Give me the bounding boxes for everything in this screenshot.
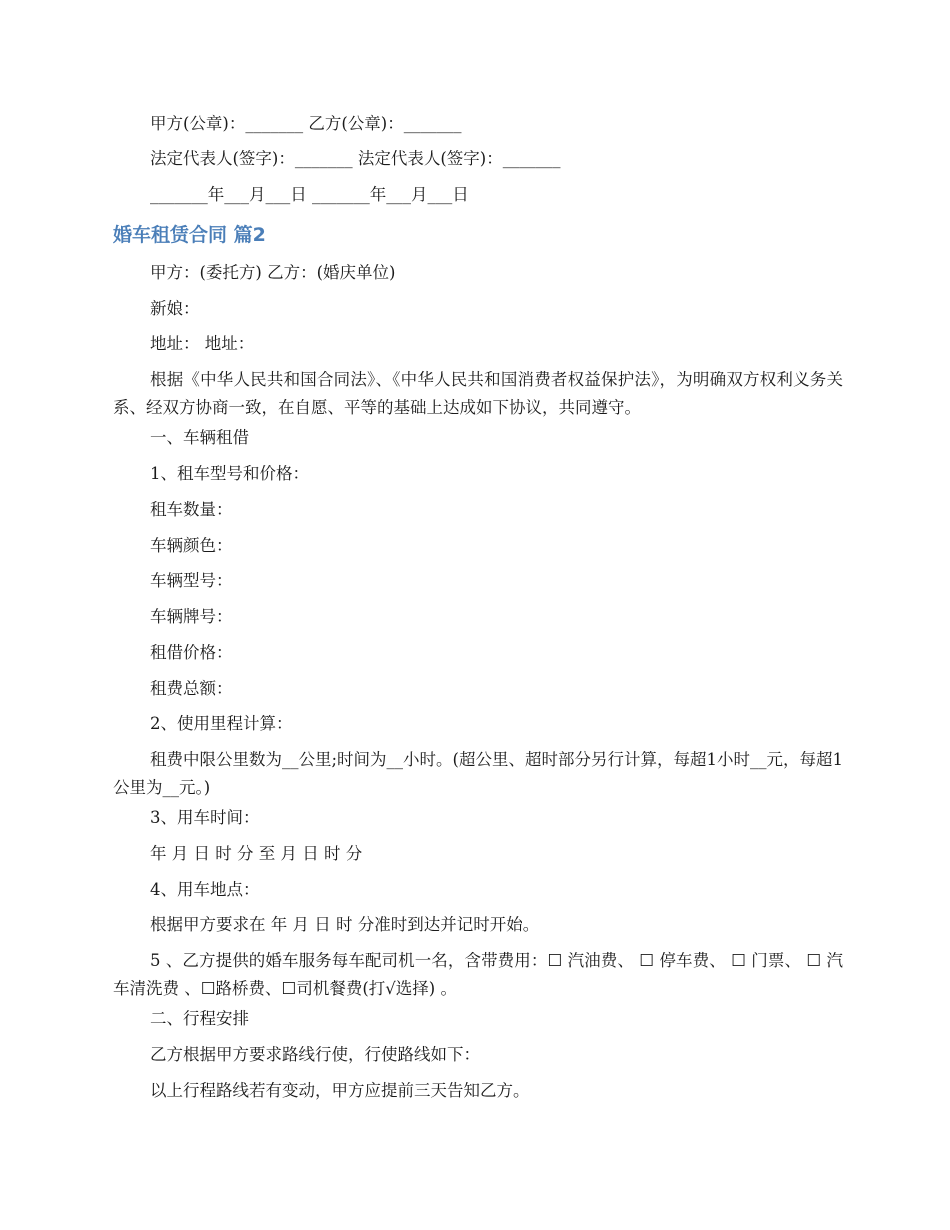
field-plate: 车辆牌号： [150, 607, 233, 626]
section-heading: 婚车租赁合同 篇2 [113, 224, 266, 246]
field-price: 租借价格： [150, 643, 233, 662]
item1-title: 1、租车型号和价格： [150, 464, 309, 483]
field-total: 租费总额： [150, 679, 233, 698]
item4-text: 根据甲方要求在 年 月 日 时 分准时到达并记时开始。 [150, 915, 540, 934]
route-text: 乙方根据甲方要求路线行使，行使路线如下： [150, 1045, 480, 1064]
clause2-title: 二、行程安排 [150, 1009, 249, 1028]
item3-title: 3、用车时间： [150, 808, 260, 827]
item3-text: 年 月 日 时 分 至 月 日 时 分 [150, 844, 363, 863]
item2-paragraph: 租费中限公里数为__公里;时间为__小时。(超公里、超时部分另行计算，每超1小时__元，每超1公里为__元。) [113, 750, 843, 797]
parties-line: 甲方：(委托方) 乙方：(婚庆单位) [150, 263, 396, 282]
preamble-paragraph: 根据《中华人民共和国合同法》、《中华人民共和国消费者权益保护法》，为明确双方权利义务关系、经双方协商一致，在自愿、平等的基础上达成如下协议，共同遵守。 [113, 370, 843, 417]
item2-title: 2、使用里程计算： [150, 714, 293, 733]
field-quantity: 租车数量： [150, 500, 233, 519]
bride-line: 新娘： [150, 299, 200, 318]
change-notice: 以上行程路线若有变动，甲方应提前三天告知乙方。 [150, 1081, 530, 1100]
field-color: 车辆颜色： [150, 536, 233, 555]
field-model: 车辆型号： [150, 571, 233, 590]
item5-paragraph: 5 、乙方提供的婚车服务每车配司机一名，含带费用：☐ 汽油费、 ☐ 停车费、 ☐ 门票、 ☐ 汽车清洗费 、☐路桥费、☐司机餐费(打√选择) 。 [113, 951, 843, 998]
item4-title: 4、用车地点： [150, 880, 260, 899]
clause1-title: 一、车辆租借 [150, 428, 249, 447]
date-line: _______年___月___日 _______年___月___日 [150, 185, 469, 204]
seal-line: 甲方(公章)：_______ 乙方(公章)：_______ [150, 114, 462, 133]
address-line: 地址： 地址： [150, 334, 255, 353]
legal-rep-line: 法定代表人(签字)：_______ 法定代表人(签字)：_______ [150, 149, 561, 168]
